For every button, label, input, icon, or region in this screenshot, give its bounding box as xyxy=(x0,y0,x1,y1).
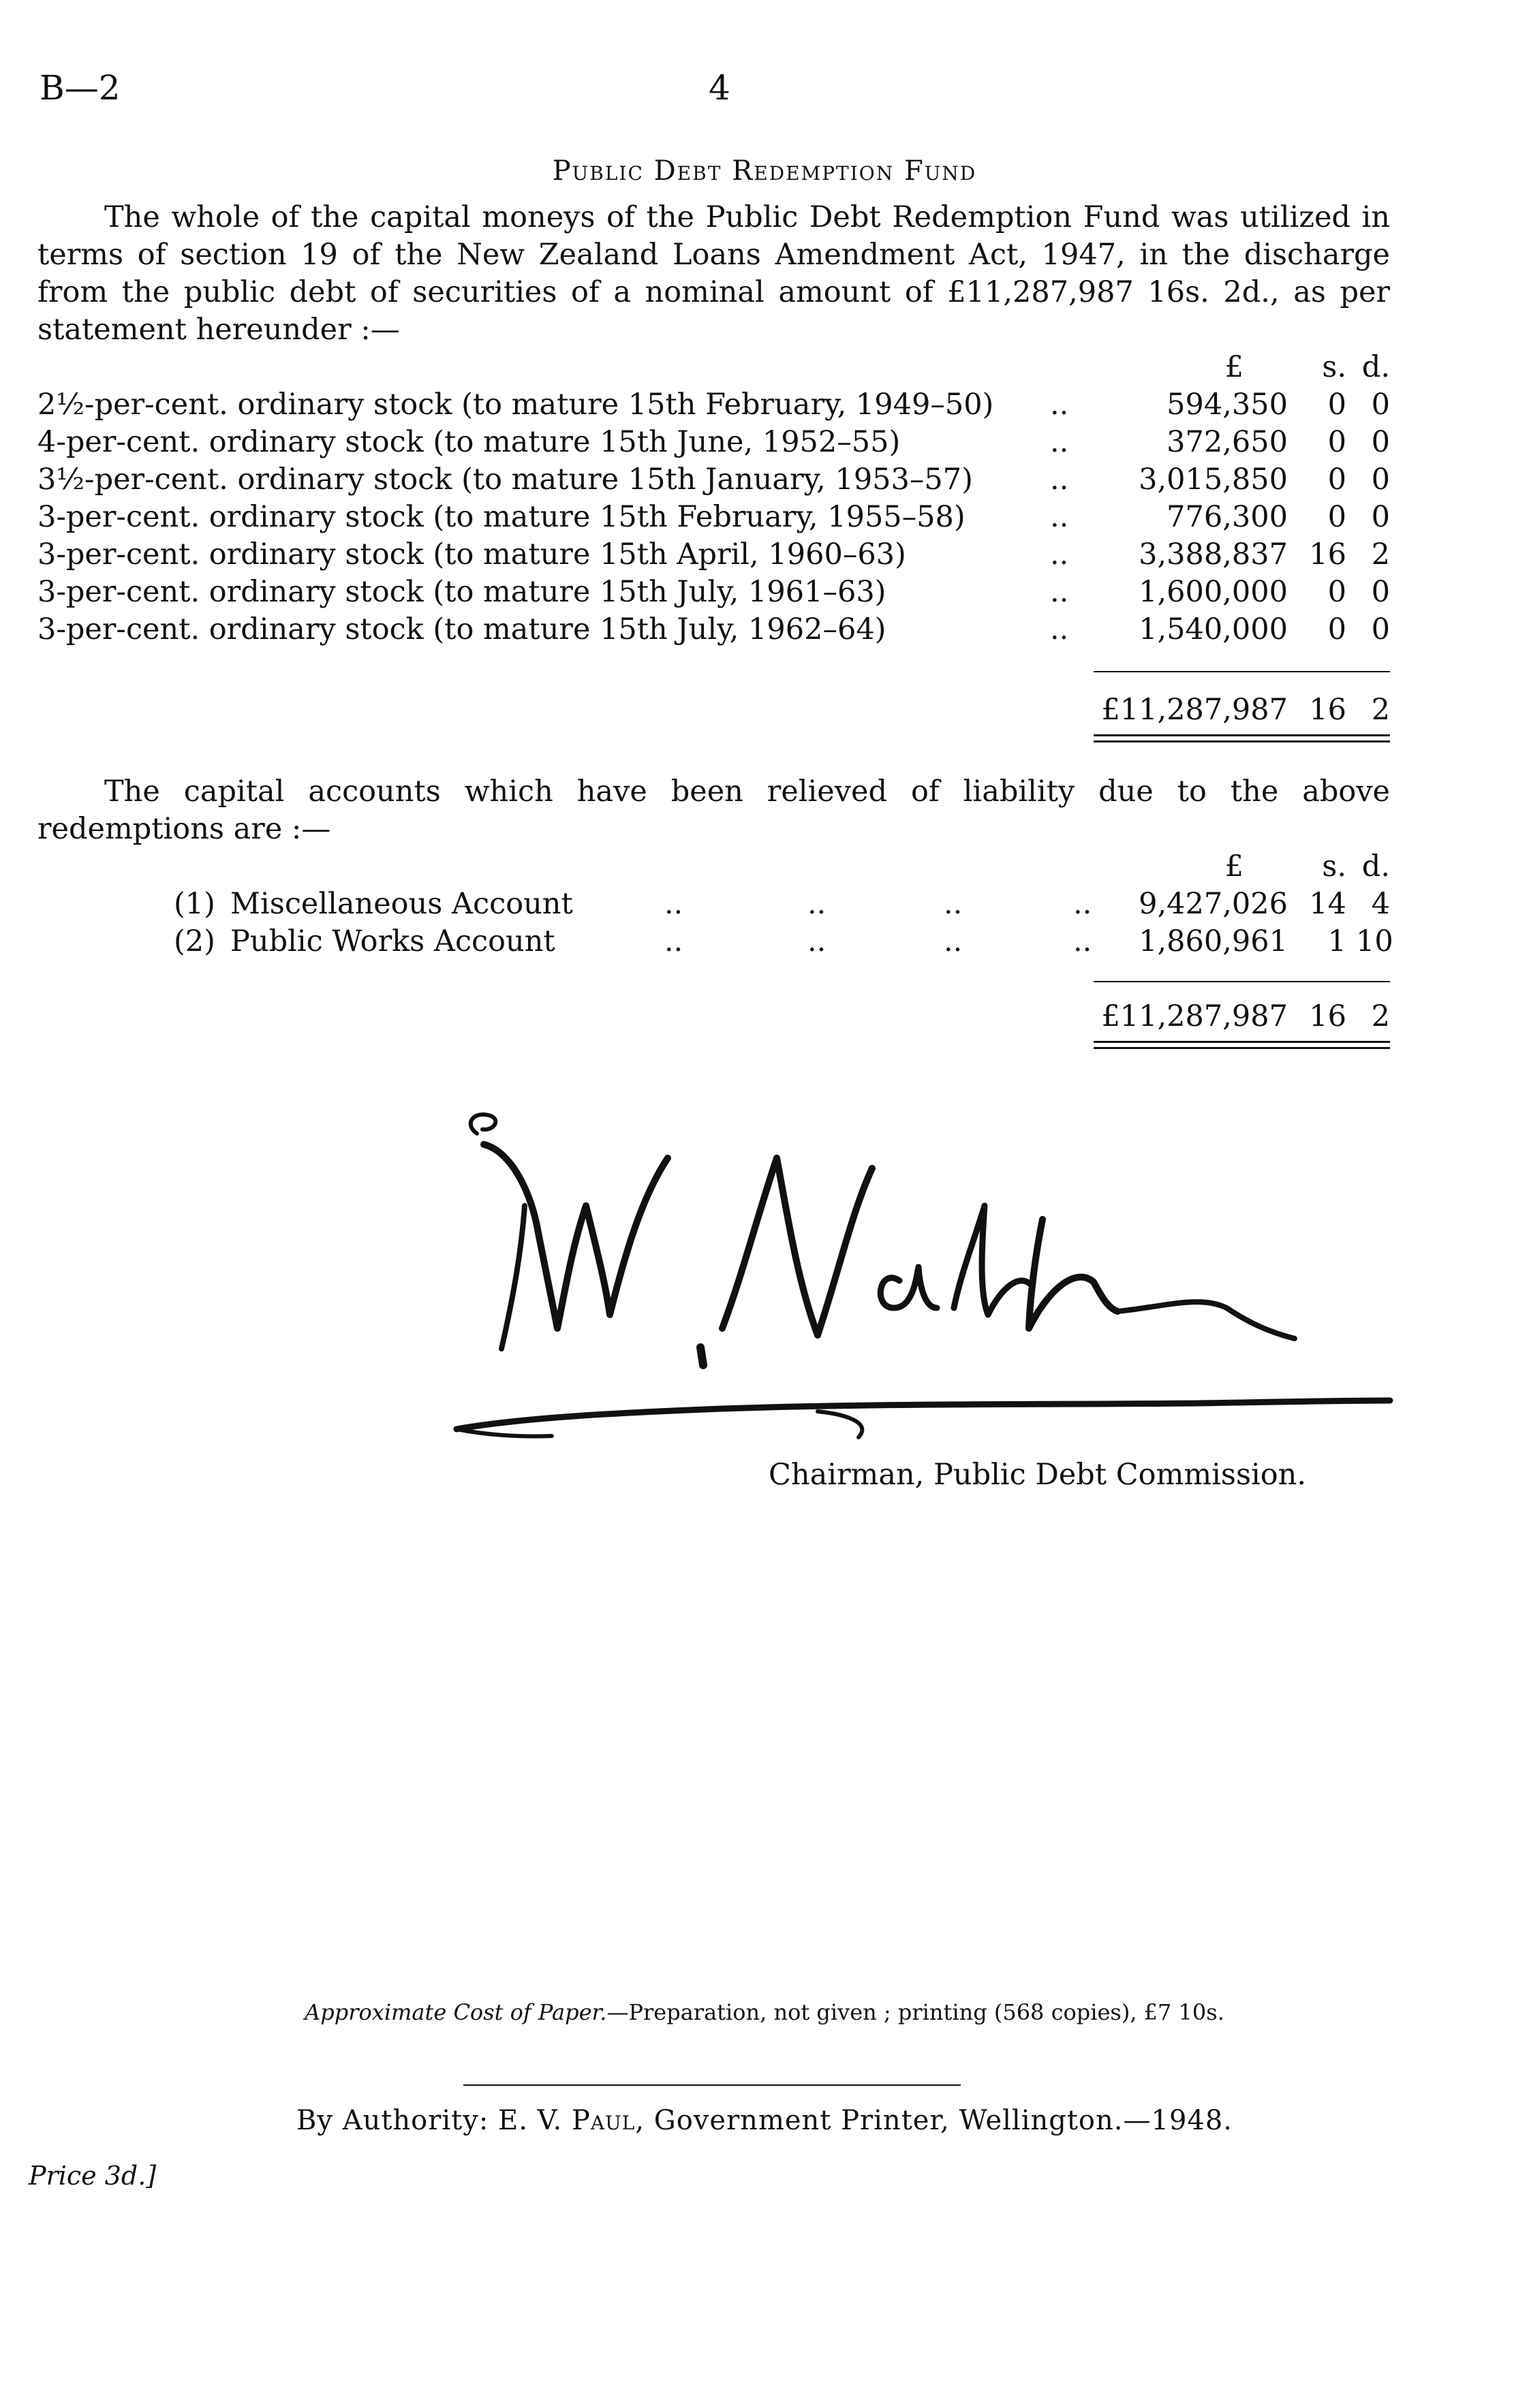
account-pounds: 9,427,026 xyxy=(1139,887,1288,921)
security-description: 3-per-cent. ordinary stock (to mature 15th February, 1955–58) xyxy=(37,500,966,534)
printer-name: E. V. Paul xyxy=(498,2105,636,2136)
security-description: 3-per-cent. ordinary stock (to mature 15th July, 1962–64) xyxy=(37,612,886,646)
dot-leader: .. xyxy=(807,887,827,921)
security-pounds: 3,015,850 xyxy=(1139,463,1288,497)
security-pence: 0 xyxy=(1371,425,1390,459)
security-pounds: 776,300 xyxy=(1167,500,1288,534)
securities-row xyxy=(37,536,1390,574)
total-pence: 2 xyxy=(1371,693,1390,727)
imprint-suffix: , Government Printer, Wellington.—1948. xyxy=(635,2105,1233,2136)
document-title: Public Debt Redemption Fund xyxy=(552,155,977,187)
security-shillings: 0 xyxy=(1327,612,1346,646)
securities-row xyxy=(37,611,1390,648)
cost-of-paper-note xyxy=(0,1999,1529,2025)
document-reference: B—2 xyxy=(40,68,121,108)
handwritten-signature xyxy=(436,1104,1404,1458)
accounts-paragraph: The capital accounts which have been relieved of liability due to the above redemptions are :— xyxy=(37,775,1390,846)
dot-leader: .. xyxy=(1073,887,1092,921)
imprint-rule xyxy=(463,2084,961,2086)
dot-leader: .. xyxy=(944,887,963,921)
printer-imprint xyxy=(0,2105,1529,2136)
total-pounds: £11,287,987 xyxy=(1101,693,1288,727)
account-name: Miscellaneous Account xyxy=(230,887,573,921)
account-number: (2) xyxy=(174,924,215,958)
accounts-total xyxy=(37,998,1390,1035)
security-pounds: 594,350 xyxy=(1167,388,1288,422)
pence-column-header: d. xyxy=(1361,849,1390,884)
security-description: 2½-per-cent. ordinary stock (to mature 15th February, 1949–50) xyxy=(37,388,994,422)
account-row xyxy=(37,886,1390,923)
security-description: 4-per-cent. ordinary stock (to mature 15th June, 1952–55) xyxy=(37,425,901,459)
security-pence: 0 xyxy=(1371,575,1390,609)
security-shillings: 0 xyxy=(1327,575,1346,609)
dot-leader: .. xyxy=(1050,537,1069,572)
intro-paragraph: The whole of the capital moneys of the Public Debt Redemption Fund was utilized in terms of section 19 of the New Zealand Loans Amendment Act, 1947, in the discharge from the public debt of securities of a nominal amount of £11,287,987 16s. 2d., as per statement hereunder :— xyxy=(37,200,1390,347)
securities-row xyxy=(37,574,1390,611)
shillings-column-header: s. xyxy=(1322,350,1346,384)
security-pounds: 1,600,000 xyxy=(1139,575,1288,609)
total-shillings: 16 xyxy=(1309,693,1346,727)
security-description: 3-per-cent. ordinary stock (to mature 15th April, 1960–63) xyxy=(37,537,906,572)
pence-column-header: d. xyxy=(1361,350,1390,384)
security-pounds: 372,650 xyxy=(1167,425,1288,459)
security-pounds: 3,388,837 xyxy=(1139,537,1288,572)
security-shillings: 0 xyxy=(1327,500,1346,534)
imprint-prefix: By Authority: xyxy=(296,2105,489,2136)
pounds-column-header: £ xyxy=(1224,350,1244,384)
dot-leader: .. xyxy=(1073,924,1092,958)
account-number: (1) xyxy=(174,887,215,921)
cost-note-text: —Preparation, not given ; printing (568 copies), £7 10s. xyxy=(606,1999,1224,2025)
shillings-column-header: s. xyxy=(1322,849,1346,884)
securities-row xyxy=(37,424,1390,461)
dot-leader: .. xyxy=(664,924,683,958)
account-shillings: 14 xyxy=(1309,887,1346,921)
account-shillings: 1 xyxy=(1327,924,1346,958)
total-pounds: £11,287,987 xyxy=(1101,999,1288,1033)
securities-row xyxy=(37,499,1390,536)
securities-row xyxy=(37,461,1390,499)
account-row xyxy=(37,923,1393,960)
dot-leader: .. xyxy=(807,924,827,958)
securities-column-headers xyxy=(37,349,1390,386)
price-note: Price 3d.] xyxy=(29,2161,157,2191)
dot-leader: .. xyxy=(664,887,683,921)
security-pence: 0 xyxy=(1371,500,1390,534)
security-description: 3½-per-cent. ordinary stock (to mature 15th January, 1953–57) xyxy=(37,463,973,497)
securities-total-row xyxy=(37,691,1390,729)
account-name: Public Works Account xyxy=(230,924,555,958)
security-description: 3-per-cent. ordinary stock (to mature 15th July, 1961–63) xyxy=(37,575,886,609)
security-shillings: 0 xyxy=(1327,425,1346,459)
securities-row xyxy=(37,386,1390,424)
security-shillings: 0 xyxy=(1327,388,1346,422)
total-double-rule xyxy=(1094,734,1390,742)
page-number: 4 xyxy=(709,68,730,108)
security-pence: 0 xyxy=(1371,612,1390,646)
dot-leader: .. xyxy=(1050,388,1069,422)
dot-leader: .. xyxy=(944,924,963,958)
security-pence: 0 xyxy=(1371,388,1390,422)
account-pounds: 1,860,961 xyxy=(1139,924,1288,958)
dot-leader: .. xyxy=(1050,575,1069,609)
total-shillings: 16 xyxy=(1309,999,1346,1033)
security-pence: 2 xyxy=(1371,537,1390,572)
accounts-table xyxy=(37,848,1393,960)
dot-leader: .. xyxy=(1050,500,1069,534)
subtotal-rule xyxy=(1094,671,1390,672)
subtotal-rule xyxy=(1094,981,1390,982)
securities-table xyxy=(37,349,1390,648)
securities-total xyxy=(37,691,1390,729)
account-pence: 10 xyxy=(1356,924,1393,958)
security-pounds: 1,540,000 xyxy=(1139,612,1288,646)
dot-leader: .. xyxy=(1050,612,1069,646)
security-shillings: 0 xyxy=(1327,463,1346,497)
cost-note-label: Approximate Cost of Paper. xyxy=(305,1999,607,2025)
accounts-column-headers xyxy=(37,848,1390,886)
pounds-column-header: £ xyxy=(1224,849,1244,884)
total-double-rule xyxy=(1094,1041,1390,1049)
security-pence: 0 xyxy=(1371,463,1390,497)
signatory-title: Chairman, Public Debt Commission. xyxy=(769,1458,1307,1492)
dot-leader: .. xyxy=(1050,463,1069,497)
accounts-total-row xyxy=(37,998,1390,1035)
total-pence: 2 xyxy=(1371,999,1390,1033)
account-pence: 4 xyxy=(1371,887,1390,921)
intro-paragraph-block xyxy=(37,199,1390,349)
dot-leader: .. xyxy=(1050,425,1069,459)
security-shillings: 16 xyxy=(1309,537,1346,572)
